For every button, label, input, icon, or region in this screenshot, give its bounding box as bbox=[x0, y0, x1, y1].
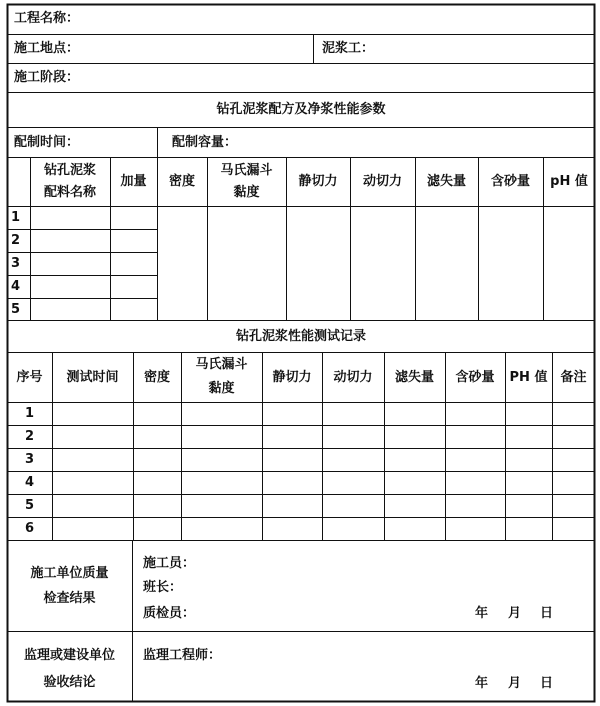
date-month: 月 bbox=[508, 676, 522, 691]
col-material-line2: 配料名称 bbox=[43, 185, 96, 200]
test-row-number: 6 bbox=[24, 521, 35, 536]
col-ph: pH 值 bbox=[550, 174, 588, 189]
mix-row-number: 4 bbox=[11, 279, 21, 294]
site-label: 施工地点： bbox=[14, 41, 80, 56]
col-funnel-line2: 黏度 bbox=[233, 185, 260, 200]
col-filtration: 滤失量 bbox=[426, 174, 466, 189]
project-name-field[interactable] bbox=[90, 7, 590, 33]
mix-section-title: 钻孔泥浆配方及净浆性能参数 bbox=[216, 102, 386, 117]
project-name-label: 工程名称： bbox=[14, 11, 80, 26]
quality-check-line1: 施工单位质量 bbox=[30, 566, 109, 581]
date-year: 年 bbox=[475, 676, 489, 691]
col-sand-content: 含砂量 bbox=[490, 174, 530, 189]
col-test-time: 测试时间 bbox=[66, 370, 119, 385]
test-section-title: 钻孔泥浆性能测试记录 bbox=[235, 329, 366, 344]
col-dynamic-shear: 动切力 bbox=[333, 370, 373, 385]
test-row-number: 3 bbox=[24, 452, 35, 467]
col-sand-content: 含砂量 bbox=[455, 370, 495, 385]
quality-check-label bbox=[7, 566, 132, 607]
mix-row-number: 2 bbox=[11, 233, 21, 248]
col-ph: PH 值 bbox=[509, 370, 548, 385]
engineer-label: 监理工程师： bbox=[143, 648, 222, 663]
col-funnel-line1: 马氏漏斗 bbox=[195, 357, 248, 372]
col-material-name bbox=[30, 163, 110, 201]
test-row-number: 2 bbox=[24, 429, 35, 444]
date-year: 年 bbox=[475, 606, 489, 621]
inspector-field[interactable] bbox=[200, 602, 460, 624]
col-static-shear: 静切力 bbox=[272, 370, 312, 385]
col-density: 密度 bbox=[168, 174, 195, 189]
col-seq: 序号 bbox=[16, 370, 43, 385]
worker-field[interactable] bbox=[200, 552, 590, 574]
mix-row-number: 1 bbox=[11, 210, 21, 225]
worker-label: 施工员： bbox=[143, 556, 196, 571]
col-dosage: 加量 bbox=[120, 174, 147, 189]
col-filtration: 滤失量 bbox=[394, 370, 434, 385]
stage-field[interactable] bbox=[90, 66, 590, 91]
mud-worker-label: 泥浆工： bbox=[322, 41, 375, 56]
test-row-number: 1 bbox=[24, 406, 35, 421]
prep-time-field[interactable] bbox=[82, 130, 154, 156]
col-dynamic-shear: 动切力 bbox=[362, 174, 402, 189]
col-funnel-line2: 黏度 bbox=[208, 381, 235, 396]
date-day: 日 bbox=[540, 606, 554, 621]
date-day: 日 bbox=[540, 676, 554, 691]
col-funnel-viscosity bbox=[207, 163, 286, 201]
acceptance-label bbox=[7, 648, 132, 691]
col-funnel-line1: 马氏漏斗 bbox=[220, 163, 273, 178]
leader-label: 班长： bbox=[143, 580, 183, 595]
col-density: 密度 bbox=[143, 370, 170, 385]
prep-volume-label: 配制容量： bbox=[172, 135, 238, 150]
engineer-field[interactable] bbox=[235, 642, 590, 668]
quality-check-line2: 检查结果 bbox=[43, 591, 96, 606]
mud-worker-field[interactable] bbox=[385, 37, 590, 62]
col-material-line1: 钻孔泥浆 bbox=[43, 163, 96, 178]
site-field[interactable] bbox=[90, 37, 310, 62]
stage-label: 施工阶段： bbox=[14, 70, 80, 85]
mix-row-number: 5 bbox=[11, 302, 21, 317]
col-static-shear: 静切力 bbox=[298, 174, 338, 189]
prep-time-label: 配制时间： bbox=[14, 135, 80, 150]
acceptance-line1: 监理或建设单位 bbox=[23, 648, 115, 663]
prep-volume-field[interactable] bbox=[245, 130, 590, 156]
col-funnel-viscosity bbox=[181, 357, 262, 397]
acceptance-line2: 验收结论 bbox=[43, 675, 96, 690]
date-month: 月 bbox=[508, 606, 522, 621]
test-row-number: 5 bbox=[24, 498, 35, 513]
col-remark: 备注 bbox=[560, 370, 587, 385]
test-row-number: 4 bbox=[24, 475, 35, 490]
inspector-label: 质检员： bbox=[143, 606, 196, 621]
leader-field[interactable] bbox=[190, 576, 590, 598]
mix-row-number: 3 bbox=[11, 256, 21, 271]
